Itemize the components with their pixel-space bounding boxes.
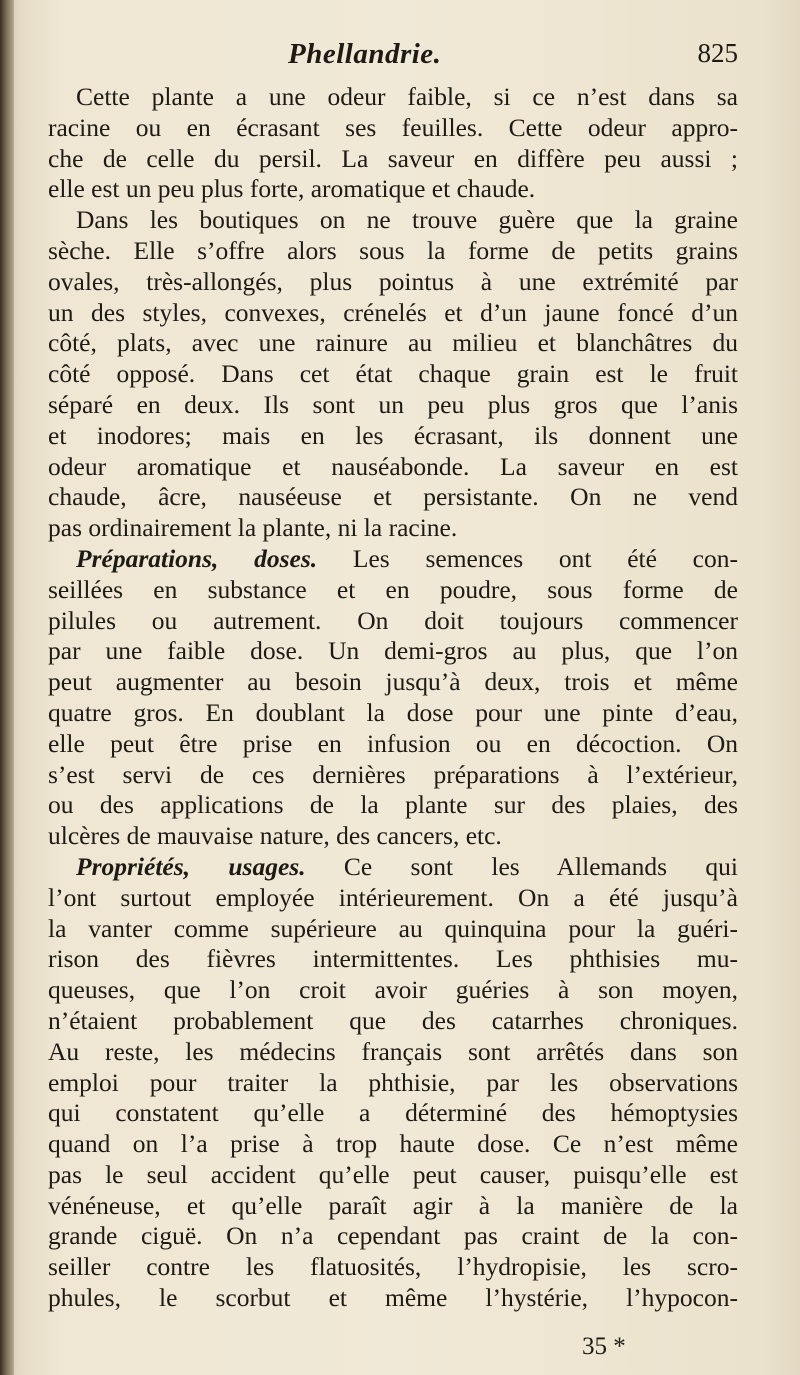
text-line: phules, le scorbut et même l’hystérie, l’hypocon- — [48, 1283, 738, 1313]
text-line: séparé en deux. Ils sont un peu plus gros que l’anis — [48, 389, 738, 419]
text-line — [48, 852, 738, 883]
text-line: ulcères de mauvaise nature, des cancers, etc. — [48, 821, 502, 851]
text-line: Au reste, les médecins français sont arrêtés dans son — [48, 1036, 738, 1066]
signature-mark: 35 * — [582, 1333, 626, 1360]
text-line: emploi pour traiter la phthisie, par les observations — [48, 1067, 738, 1097]
text-line: et inodores; mais en les écrasant, ils donnent une — [48, 420, 738, 450]
text-line: ovales, très-allongés, plus pointus à une extrémité par — [48, 266, 738, 296]
text-line: n’étaient probablement que des catarrhes chroniques. — [48, 1005, 738, 1035]
text-line: qui constatent qu’elle a déterminé des hémoptysies — [48, 1098, 738, 1128]
text-line: seillées en substance et en poudre, sous forme de — [48, 574, 738, 604]
text-line: sèche. Elle s’offre alors sous la forme de petits grains — [48, 235, 738, 265]
text-line: pas le seul accident qu’elle peut causer, puisqu’elle est — [48, 1159, 738, 1189]
text-line: seiller contre les flatuosités, l’hydropisie, les scro- — [48, 1252, 738, 1282]
text-line: chaude, âcre, nauséeuse et persistante. On ne vend — [48, 482, 738, 512]
page-number: 825 — [697, 38, 738, 68]
text-line: pilules ou autrement. On doit toujours commencer — [48, 605, 738, 635]
text-line-continuation: Ce sont les Allemands qui — [305, 851, 738, 881]
body-text — [48, 82, 738, 1314]
running-title: Phellandrie. — [288, 38, 442, 70]
page-header — [48, 38, 738, 78]
text-line-continuation: Les semences ont été con- — [317, 543, 738, 573]
text-line: queuses, que l’on croit avoir guéries à son moyen, — [48, 975, 738, 1005]
section-rubric: Préparations, doses. — [76, 543, 318, 573]
text-line: elle peut être prise en infusion ou en décoction. On — [48, 728, 738, 758]
text-line: pas ordinairement la plante, ni la racine. — [48, 513, 458, 543]
book-binding-edge — [0, 0, 14, 1375]
text-line — [48, 544, 738, 575]
text-line: un des styles, convexes, crénelés et d’un jaune foncé d’un — [48, 297, 738, 327]
section-rubric: Propriétés, usages. — [76, 851, 306, 881]
text-line: côté opposé. Dans cet état chaque grain est le fruit — [48, 359, 738, 389]
text-line: racine ou en écrasant ses feuilles. Cette odeur appro- — [48, 112, 738, 142]
text-line: côté, plats, avec une rainure au milieu et blanchâtres du — [48, 328, 738, 358]
text-line: quatre gros. En doublant la dose pour une pinte d’eau, — [48, 697, 738, 727]
text-line: ou des applications de la plante sur des plaies, des — [48, 790, 738, 820]
text-line: peut augmenter au besoin jusqu’à deux, trois et même — [48, 667, 738, 697]
text-line: elle est un peu plus forte, aromatique et chaude. — [48, 174, 536, 204]
text-line: odeur aromatique et nauséabonde. La saveur en est — [48, 451, 738, 481]
text-line: che de celle du persil. La saveur en diffère peu aussi ; — [48, 143, 738, 173]
text-line: Dans les boutiques on ne trouve guère que la graine — [76, 205, 738, 235]
text-line: la vanter comme supérieure au quinquina pour la guéri- — [48, 913, 738, 943]
text-line: vénéneuse, et qu’elle paraît agir à la manière de la — [48, 1190, 738, 1220]
text-line: quand on l’a prise à trop haute dose. Ce n’est même — [48, 1129, 738, 1159]
text-line: l’ont surtout employée intérieurement. On a été jusqu’à — [48, 882, 738, 912]
text-line: rison des fièvres intermittentes. Les phthisies mu- — [48, 944, 738, 974]
text-line: par une faible dose. Un demi-gros au plus, que l’on — [48, 636, 738, 666]
text-line: Cette plante a une odeur faible, si ce n’est dans sa — [76, 82, 738, 111]
text-line: grande ciguë. On n’a cependant pas craint de la con- — [48, 1221, 738, 1251]
text-line: s’est servi de ces dernières préparations à l’extérieur, — [48, 759, 738, 789]
